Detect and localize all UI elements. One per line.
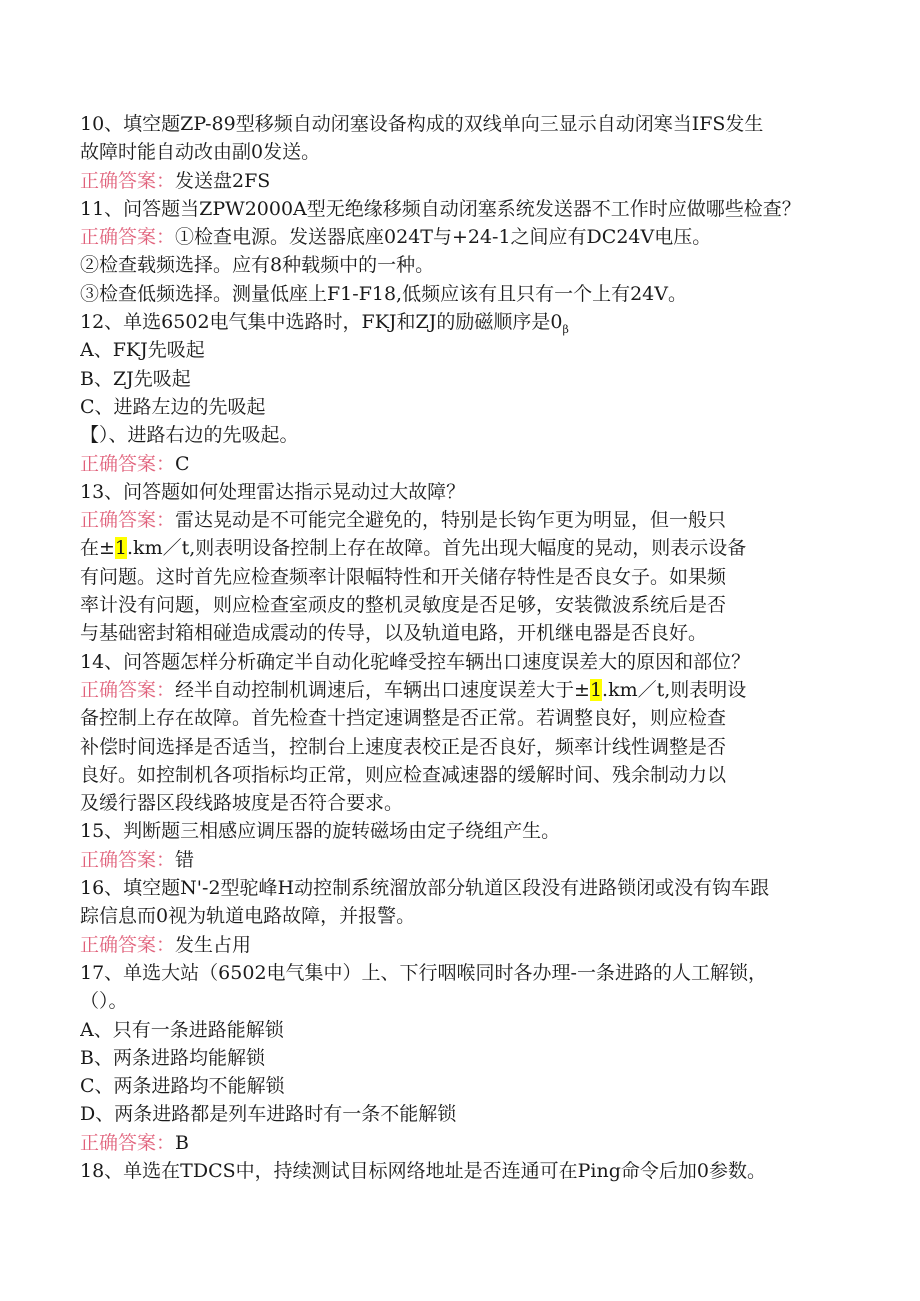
answer-label: 正确答案： [80, 226, 176, 249]
question-13-answer-line-2 [80, 534, 840, 562]
question-14-answer-line-5: 及缓行器区段线路坡度是否符合要求。 [80, 792, 404, 815]
question-10-line-2: 故障时能自动改由副0发送。 [80, 141, 321, 164]
answer-label: 正确答案： [80, 452, 176, 475]
question-10-answer [80, 167, 840, 195]
highlighted-text: 1 [114, 537, 128, 560]
question-11-answer-line-2: ②检查载频选择。应有8种载频中的一种。 [80, 254, 435, 277]
question-12-text: 12、单选6502电气集中选路时，FKJ和ZJ的励磁顺序是0 [80, 311, 563, 334]
answer-label: 正确答案： [80, 1131, 176, 1154]
question-13-answer-line-4: 率计没有问题，则应检查室顽皮的整机灵敏度是否足够，安装微波系统后是否 [80, 594, 727, 617]
answer-text: 雷达晃动是不可能完全避免的，特别是长钩乍更为明显，但一般只 [175, 509, 727, 532]
question-12-answer [80, 450, 840, 478]
answer-label: 正确答案： [80, 678, 176, 701]
answer-text: ①检查电源。发送器底座024T与+24-1之间应有DC24V电压。 [175, 226, 712, 249]
question-14-answer [80, 676, 840, 704]
highlighted-text: 1 [589, 678, 603, 701]
document-body [80, 110, 840, 1185]
answer-text: 发生占用 [175, 933, 252, 956]
answer-label: 正确答案： [80, 509, 176, 532]
question-12-option-a: A、FKJ先吸起 [80, 339, 205, 362]
question-14-answer-line-3: 补偿时间选择是否适当，控制台上速度表校正是否良好，频率计线性调整是否 [80, 735, 727, 758]
question-12-option-c: C、进路左边的先吸起 [80, 395, 266, 418]
answer-text: 错 [175, 848, 195, 871]
answer-text: 在± [80, 537, 115, 560]
question-12-option-d: 【）、进路右边的先吸起。 [80, 424, 299, 447]
question-14-answer-line-4: 良好。如控制机各项指标均正常，则应检查减速器的缓解时间、残余制动力以 [80, 763, 727, 786]
question-17-option-c: C、两条进路均不能解锁 [80, 1075, 285, 1098]
question-10-line-1: 10、填空题ZP-89型移频自动闭塞设备构成的双线单向三显示自动闭寒当IFS发生 [80, 113, 764, 135]
question-11-answer [80, 223, 840, 251]
question-16-line-1: 16、填空题N'-2型驼峰H动控制系统溜放部分轨道区段没有进路锁闭或没有钩车跟 [80, 877, 770, 900]
question-17-option-b: B、两条进路均能解锁 [80, 1046, 265, 1069]
answer-text: B [175, 1131, 189, 1154]
answer-text: .km／t,则表明设备控制上存在故障。首先出现大幅度的晃动，则表示设备 [127, 537, 747, 560]
question-11-line-1: 11、问答题当ZPW2000A型无绝缘移频自动闭塞系统发送器不工作时应做哪些检查？ [80, 197, 801, 220]
question-13-answer-line-3: 有问题。这时首先应检查频率计限幅特性和开关储存特性是否良女子。如果频 [80, 565, 727, 588]
question-14-answer-line-2: 备控制上存在故障。首先检查十挡定速调整是否正常。若调整良好，则应检查 [80, 707, 727, 730]
question-17-option-a: A、只有一条进路能解锁 [80, 1018, 284, 1041]
question-17-option-d: D、两条进路都是列车进路时有一条不能解锁 [80, 1103, 457, 1126]
question-12-option-b: B、ZJ先吸起 [80, 367, 191, 390]
answer-text: 发送盘2FS [175, 169, 271, 192]
answer-text: 经半自动控制机调速后，车辆出口速度误差大于± [175, 678, 590, 701]
answer-label: 正确答案： [80, 169, 176, 192]
answer-text: C [175, 452, 190, 475]
question-17-line-2: （）。 [80, 990, 128, 1013]
question-13-answer [80, 506, 840, 534]
question-13-line-1: 13、问答题如何处理雷达指示晃动过大故障？ [80, 480, 466, 503]
answer-label: 正确答案： [80, 933, 176, 956]
question-15-answer [80, 846, 840, 874]
question-14-line-1: 14、问答题怎样分析确定半自动化驼峰受控车辆出口速度误差大的原因和部位？ [80, 650, 751, 673]
question-18-line-1: 18、单选在TDCS中，持续测试目标网络地址是否连通可在Ping命令后加0参数。 [80, 1159, 766, 1182]
question-17-line-1: 17、单选大站（6502电气集中）上、下行咽喉同时各办理-一条进路的人工解锁， [80, 961, 767, 984]
question-12-subscript: β [562, 322, 569, 336]
question-12-line-1 [80, 308, 840, 336]
answer-label: 正确答案： [80, 848, 176, 871]
answer-text: .km／t,则表明设 [602, 678, 747, 701]
question-16-answer [80, 931, 840, 959]
question-17-answer [80, 1129, 840, 1157]
question-11-answer-line-3: ③检查低频选择。测量低座上F1-F18,低频应该有且只有一个上有24V。 [80, 282, 687, 305]
question-13-answer-line-5: 与基础密封箱相碰造成震动的传导，以及轨道电路，开机继电器是否良好。 [80, 622, 708, 645]
question-15-line-1: 15、判断题三相感应调压器的旋转磁场由定子绕组产生。 [80, 820, 561, 843]
question-16-line-2: 踪信息而0视为轨道电路故障，并报警。 [80, 905, 416, 928]
